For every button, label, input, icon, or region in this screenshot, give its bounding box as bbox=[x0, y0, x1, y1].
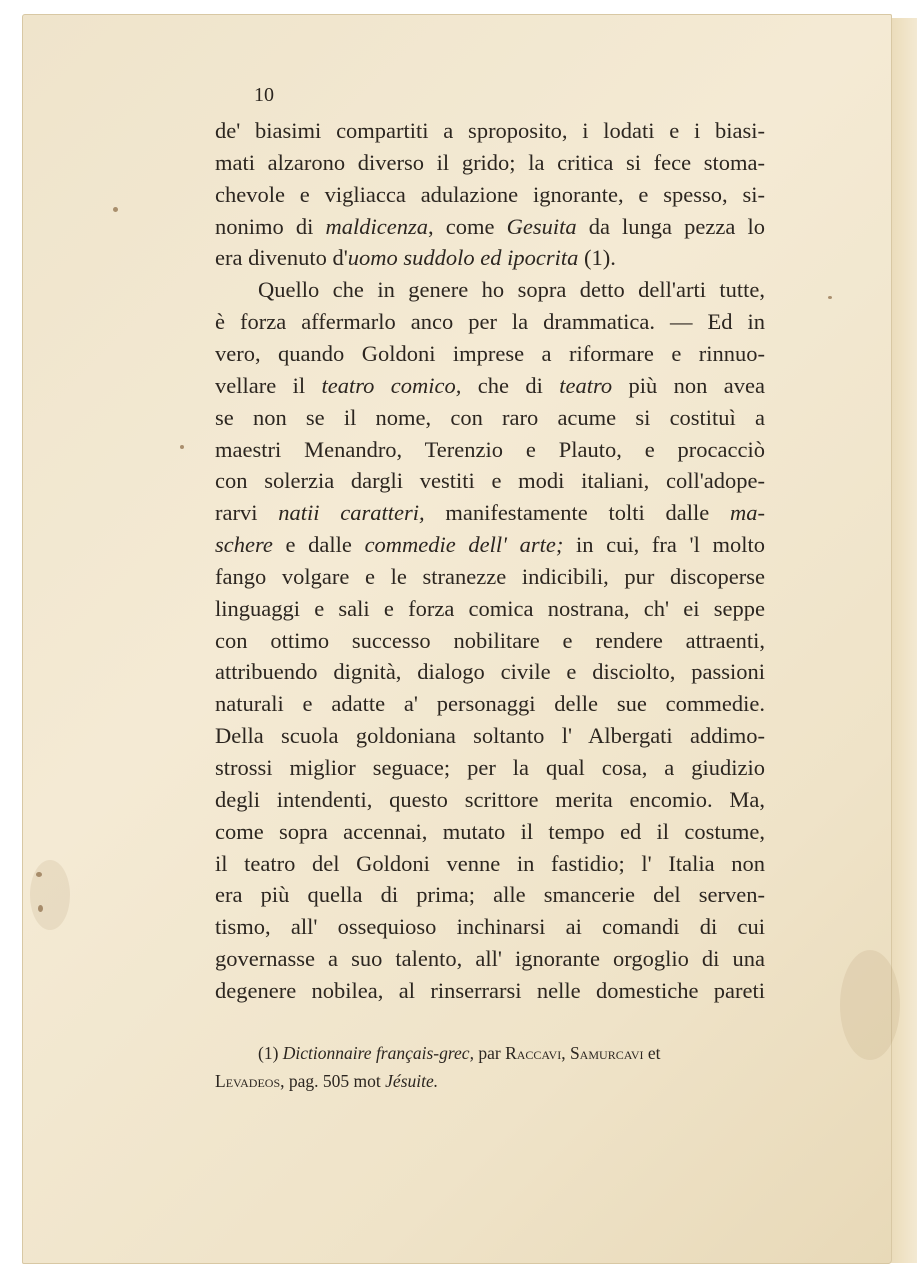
footnote-line: Levadeos, pag. 505 mot Jésuite. bbox=[215, 1071, 439, 1091]
text-line: con ottimo successo nobilitare e rendere attraenti, bbox=[215, 628, 765, 653]
text-line: nonimo di maldicenza, come Gesuita da lunga pezza lo bbox=[215, 214, 765, 239]
text-line: rarvi natii caratteri, manifestamente tolti dalle ma- bbox=[215, 500, 765, 525]
text-line: se non se il nome, con raro acume si costituì a bbox=[215, 405, 765, 430]
text-line: degli intendenti, questo scrittore merita encomio. Ma, bbox=[215, 787, 765, 812]
page-number: 10 bbox=[254, 84, 274, 106]
foxing-spot bbox=[828, 296, 832, 299]
foxing-spot bbox=[36, 872, 42, 877]
footnote-line: (1) Dictionnaire français-grec, par Raccavi, Samurcavi et bbox=[258, 1043, 661, 1063]
text-line: con solerzia dargli vestiti e modi italiani, coll'adope- bbox=[215, 468, 765, 493]
text-line: de' biasimi compartiti a sproposito, i lodati e i biasi- bbox=[215, 118, 765, 143]
text-line: degenere nobilea, al rinserrarsi nelle domestiche pareti bbox=[215, 978, 765, 1003]
text-line: vellare il teatro comico, che di teatro più non avea bbox=[215, 373, 765, 398]
text-line: strossi miglior seguace; per la qual cosa, a giudizio bbox=[215, 755, 765, 780]
paper-stain bbox=[840, 950, 900, 1060]
text-line: governasse a suo talento, all' ignorante orgoglio di una bbox=[215, 946, 765, 971]
foxing-spot bbox=[38, 905, 43, 912]
text-line: fango volgare e le stranezze indicibili, pur discoperse bbox=[215, 564, 765, 589]
foxing-spot bbox=[113, 207, 118, 212]
text-line: come sopra accennai, mutato il tempo ed il costume, bbox=[215, 819, 765, 844]
foxing-spot bbox=[180, 445, 184, 449]
text-line: tismo, all' ossequioso inchinarsi ai comandi di cui bbox=[215, 914, 765, 939]
text-line: mati alzarono diverso il grido; la critica si fece stoma- bbox=[215, 150, 765, 175]
text-line: è forza affermarlo anco per la drammatica. — Ed in bbox=[215, 309, 765, 334]
text-line: chevole e vigliacca adulazione ignorante, e spesso, si- bbox=[215, 182, 765, 207]
paper-stain bbox=[30, 860, 70, 930]
text-line: Quello che in genere ho sopra detto dell'arti tutte, bbox=[258, 277, 765, 302]
text-line: vero, quando Goldoni imprese a riformare e rinnuo- bbox=[215, 341, 765, 366]
text-line: era divenuto d'uomo suddolo ed ipocrita (1). bbox=[215, 245, 616, 270]
text-line: naturali e adatte a' personaggi delle sue commedie. bbox=[215, 691, 765, 716]
text-line: attribuendo dignità, dialogo civile e disciolto, passioni bbox=[215, 659, 765, 684]
text-line: Della scuola goldoniana soltanto l' Albergati addimo- bbox=[215, 723, 765, 748]
text-line: schere e dalle commedie dell' arte; in cui, fra 'l molto bbox=[215, 532, 765, 557]
text-line: linguaggi e sali e forza comica nostrana, ch' ei seppe bbox=[215, 596, 765, 621]
text-line: il teatro del Goldoni venne in fastidio; l' Italia non bbox=[215, 851, 765, 876]
text-line: era più quella di prima; alle smancerie del serven- bbox=[215, 882, 765, 907]
text-line: maestri Menandro, Terenzio e Plauto, e procacciò bbox=[215, 437, 765, 462]
